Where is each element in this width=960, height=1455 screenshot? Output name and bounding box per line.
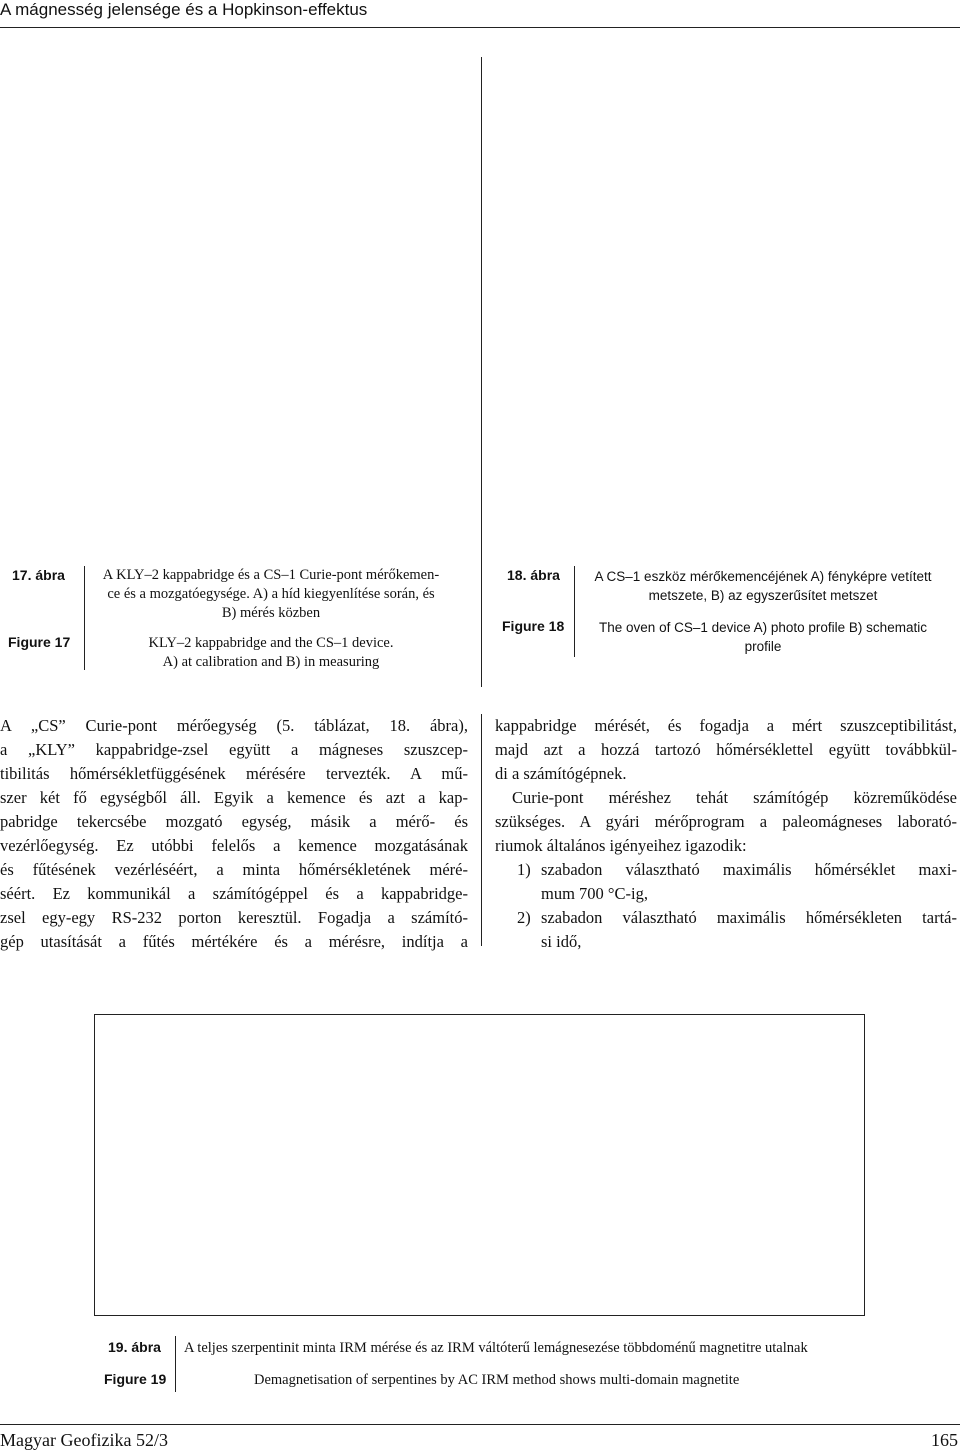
figure-19-frame — [94, 1014, 865, 1316]
figure-19-caption-rule — [175, 1336, 176, 1392]
caption-line: B) mérés közben — [221, 605, 321, 621]
paragraph-start: A „CS” Curie-pont mérőegység (5. táblázat, 18. ábra), — [0, 716, 468, 735]
journal-title: Magyar Geofizika 52/3 — [0, 1430, 168, 1450]
text-line: szabadon választható maximális hőmérsékleten tartá- — [541, 908, 957, 927]
text-line: és fűtésének vezérléséért, a minta hőmérsékletének méré- — [0, 860, 468, 879]
figure-18-caption-rule — [574, 566, 575, 657]
running-title: A mágnesség jelensége és a Hopkinson-effektus — [0, 0, 368, 19]
header-rule — [0, 27, 960, 28]
figure-17-en-caption — [86, 634, 456, 672]
caption-line: A) at calibration and B) in measuring — [162, 654, 380, 670]
text-line: riumok általános igényeihez igazodik: — [495, 836, 747, 855]
text-line: majd azt a hozzá tartozó hőmérséklettel együtt továbbkül- — [495, 740, 957, 759]
text-line: Curie-pont méréshez tehát számítógép közreműködése — [512, 788, 957, 807]
figure-17-hu-label: 17. ábra — [12, 567, 65, 583]
figure-19-hu-caption: A teljes szerpentinit minta IRM mérése és az IRM váltóterű lemágnesezése többdoménű magnetitre utalnak — [184, 1340, 808, 1356]
figure-18-en-caption — [578, 618, 948, 656]
caption-line: The oven of CS–1 device A) photo profile B) schematic — [599, 620, 927, 635]
caption-line: ce és a mozgatóegysége. A) a híd kiegyenlítése során, és — [107, 586, 435, 602]
text-line: szer két fő egységből áll. Egyik a kemence és azt a kap- — [0, 788, 468, 807]
figure-18-en-label: Figure 18 — [502, 618, 565, 634]
caption-line: A CS–1 eszköz mérőkemencéjének A) fényképre vetített — [594, 569, 932, 584]
page-number: 165 — [931, 1430, 958, 1450]
text-line — [0, 714, 468, 738]
text-column-divider — [481, 714, 482, 946]
text-line: di a számítógépnek. — [495, 764, 627, 783]
text-line: séért. Ez kommunikál a számítógéppel és a kappabridge- — [0, 884, 468, 903]
figure-18-hu-caption — [578, 567, 948, 605]
figure-17-hu-caption — [86, 566, 456, 623]
caption-line: A KLY–2 kappabridge és a CS–1 Curie-pont mérőkemen- — [102, 567, 440, 583]
figure-17-en-label: Figure 17 — [8, 634, 71, 650]
figure-column-divider — [481, 57, 482, 687]
figure-18-hu-label: 18. ábra — [507, 567, 560, 583]
caption-line: metszete, B) az egyszerűsítet metszet — [648, 588, 878, 603]
figure-19-en-label: Figure 19 — [104, 1371, 167, 1387]
left-text-column — [0, 714, 468, 954]
text-line: szükséges. A gyári mérőprogram a paleomágneses laborató- — [495, 812, 957, 831]
list-marker: 2) — [517, 908, 531, 927]
text-line: si idő, — [541, 932, 582, 951]
text-line: kappabridge mérését, és fogadja a mért szuszceptibilitást, — [495, 716, 957, 735]
text-line: pabridge tekercsébe mozgató egység, másik a mérő- és — [0, 812, 468, 831]
text-line: tibilitás hőmérsékletfüggésének mérésére tervezték. A mű- — [0, 764, 468, 783]
text-line: gép utasítását a fűtés mértékére és a mérésre, indítja a — [0, 932, 468, 951]
caption-line: profile — [744, 639, 782, 654]
right-text-column — [495, 714, 957, 954]
text-line: a „KLY” kappabridge-zsel együtt a mágneses szuszcep- — [0, 740, 468, 759]
text-line: vezérlőegység. Ez utóbbi felelős a kemence mozgatásának — [0, 836, 468, 855]
caption-line: KLY–2 kappabridge and the CS–1 device. — [148, 635, 394, 651]
list-marker: 1) — [517, 860, 531, 879]
text-line: szabadon választható maximális hőmérséklet maxi- — [541, 860, 957, 879]
text-line: mum 700 °C-ig, — [541, 884, 648, 903]
figure-17-caption-rule — [84, 566, 85, 670]
figure-19-hu-label: 19. ábra — [108, 1339, 161, 1355]
text-line: zsel egy-egy RS-232 porton keresztül. Fogadja a számító- — [0, 908, 468, 927]
list-item — [495, 858, 957, 906]
figure-19-en-caption: Demagnetisation of serpentines by AC IRM method shows multi-domain magnetite — [254, 1372, 740, 1388]
footer-rule — [0, 1424, 960, 1425]
list-item — [495, 906, 957, 954]
